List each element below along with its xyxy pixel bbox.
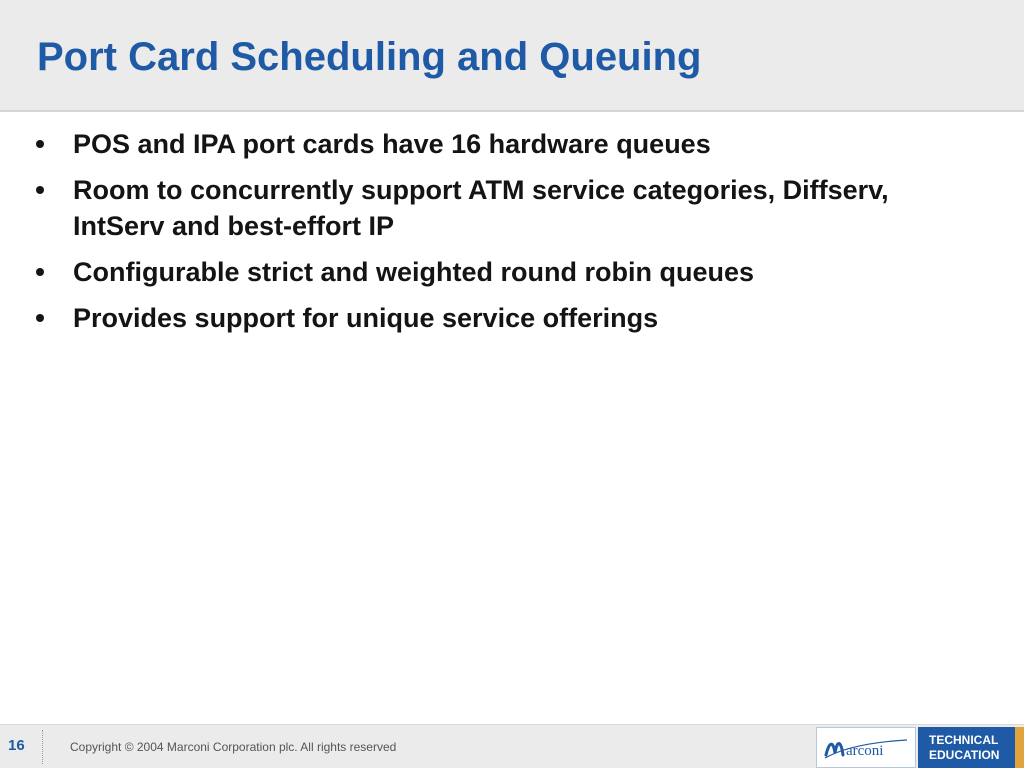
slide-title: Port Card Scheduling and Queuing [37,35,702,79]
bullet-dot-icon [36,140,44,148]
bullet-text: POS and IPA port cards have 16 hardware queues [73,129,711,159]
bullet-list [30,126,970,346]
technical-label: TECHNICAL [929,733,999,747]
bullet-dot-icon [36,314,44,322]
bullet-item [30,126,970,162]
page-number: 16 [8,737,25,754]
bullet-text: Configurable strict and weighted round robin queues [73,257,755,287]
technical-education-badge [918,727,1015,768]
bullet-item [30,254,970,290]
bullet-item [30,300,970,336]
bullet-dot-icon [36,268,44,276]
marconi-logo-icon [823,734,911,762]
bullet-text: Provides support for unique service offerings [73,303,659,333]
bullet-item [30,172,970,244]
education-label: EDUCATION [929,748,1000,762]
footer-divider [42,730,43,764]
svg-text:arconi: arconi [846,743,884,759]
copyright-notice: Copyright © 2004 Marconi Corporation plc. All rights reserved [70,740,397,754]
bullet-text: Room to concurrently support ATM service categories, Diffserv, IntServ and best-effort IP [73,175,889,241]
marconi-logo-panel [816,727,916,768]
title-band [0,0,1024,112]
accent-strip [1015,727,1024,768]
bullet-dot-icon [36,186,44,194]
